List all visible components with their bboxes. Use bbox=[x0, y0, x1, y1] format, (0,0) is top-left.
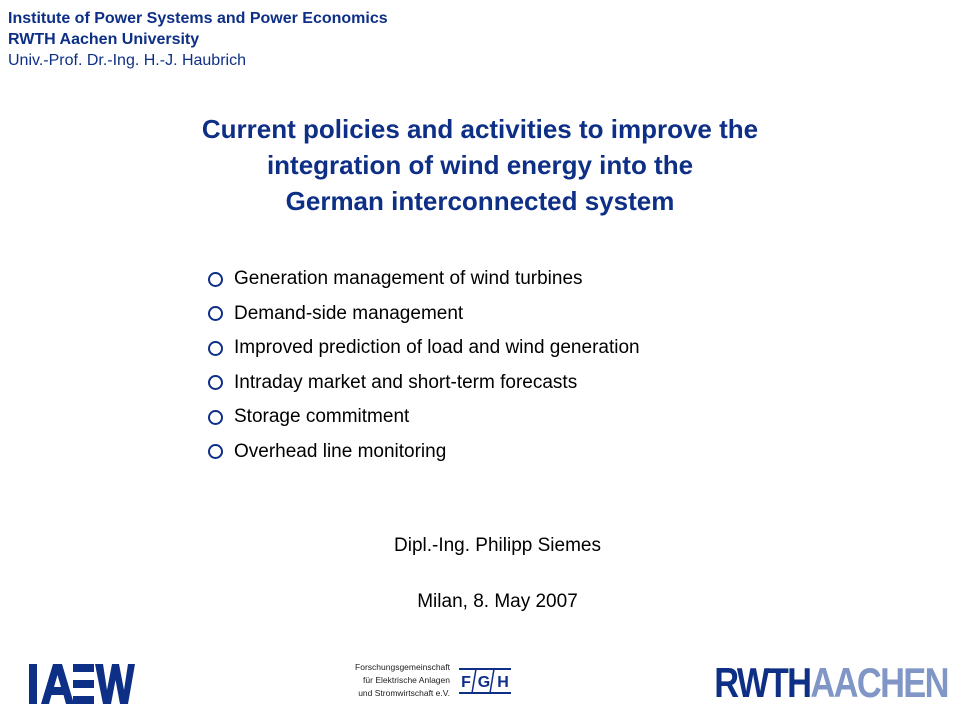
bullet-text: Generation management of wind turbines bbox=[234, 268, 583, 290]
bullet-text: Intraday market and short-term forecasts bbox=[234, 371, 578, 393]
rwth-logo-text: RWTH bbox=[714, 659, 811, 706]
fgh-text-line-2: für Elektrische Anlagen bbox=[363, 675, 450, 685]
svg-text:G: G bbox=[477, 674, 491, 691]
bullet-text: Improved prediction of load and wind generation bbox=[234, 337, 640, 359]
bullet-text: Overhead line monitoring bbox=[234, 440, 447, 462]
bullet-icon bbox=[208, 444, 223, 459]
bullet-item bbox=[208, 331, 640, 366]
bullet-list bbox=[208, 262, 640, 469]
institute-header bbox=[8, 8, 388, 71]
bullet-icon bbox=[208, 375, 223, 390]
author-name: Dipl.-Ing. Philipp Siemes bbox=[394, 535, 601, 556]
bullet-icon bbox=[208, 341, 223, 356]
place-date: Milan, 8. May 2007 bbox=[417, 591, 578, 612]
university-name: RWTH Aachen University bbox=[8, 31, 200, 48]
bullet-icon bbox=[208, 306, 223, 321]
fgh-text-line-1: Forschungsgemeinschaft bbox=[355, 662, 450, 672]
bullet-item bbox=[208, 400, 640, 435]
bullet-item bbox=[208, 435, 640, 470]
rwth-aachen-logo bbox=[714, 661, 948, 705]
bullet-item bbox=[208, 297, 640, 332]
svg-text:H: H bbox=[497, 674, 509, 691]
title-line-1: Current policies and activities to improve the bbox=[201, 114, 759, 144]
professor-name: Univ.-Prof. Dr.-Ing. H.-J. Haubrich bbox=[8, 52, 246, 69]
bullet-text: Demand-side management bbox=[234, 302, 464, 324]
institute-name: Institute of Power Systems and Power Economics bbox=[8, 10, 388, 27]
bullet-icon bbox=[208, 410, 223, 425]
fgh-logo bbox=[458, 668, 512, 694]
fgh-description bbox=[332, 661, 450, 700]
bullet-icon bbox=[208, 272, 223, 287]
iaew-logo bbox=[29, 664, 135, 704]
bullet-item bbox=[208, 366, 640, 401]
bullet-item bbox=[208, 262, 640, 297]
bullet-text: Storage commitment bbox=[234, 406, 410, 428]
fgh-text-line-3: und Stromwirtschaft e.V. bbox=[358, 688, 450, 698]
title-line-2: integration of wind energy into the bbox=[266, 150, 694, 180]
svg-text:F: F bbox=[461, 674, 471, 691]
title-line-3: German interconnected system bbox=[285, 186, 675, 216]
aachen-logo-text: AACHEN bbox=[810, 659, 948, 706]
slide-title bbox=[60, 111, 900, 219]
